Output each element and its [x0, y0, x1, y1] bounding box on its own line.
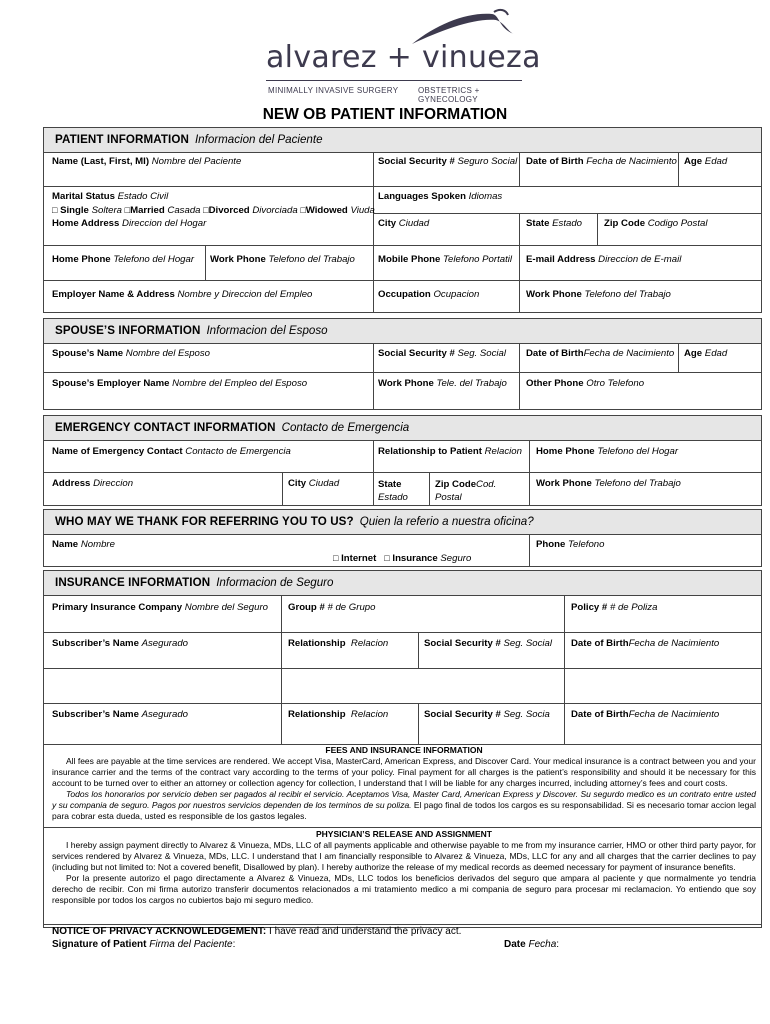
checkbox-icon[interactable]: □ [52, 205, 58, 215]
referral-source-options: □ Internet □ Insurance Seguro [333, 553, 472, 564]
primary-group-field[interactable]: Group # # de Grupo [288, 602, 376, 613]
fees-text-spanish: El pago final de todos los cargos es su responsabilidad. Si es necesario tomar accion legal para cobrar esta dueda, usted es responsible de los gastos legales. [52, 800, 756, 821]
section-title: WHO MAY WE THANK FOR REFERRING YOU TO US? [55, 515, 354, 528]
primary-relationship-field[interactable]: Relationship Relacion [288, 638, 389, 649]
emergency-city-field[interactable]: City Ciudad [288, 478, 340, 489]
date-field[interactable]: Date Fecha: [504, 939, 560, 950]
checkbox-icon[interactable]: □ [384, 553, 390, 563]
email-field[interactable]: E-mail Address Direccion de E-mail [526, 254, 682, 265]
patient-zip-field[interactable]: Zip Code Codigo Postal [604, 218, 708, 229]
spouse-dob-field[interactable]: Date of BirthFecha de Nacimiento [526, 348, 675, 359]
logo-rule [266, 80, 522, 81]
secondary-dob-field[interactable]: Date of BirthFecha de Nacimiento [571, 709, 720, 720]
checkbox-icon[interactable]: □ [333, 553, 339, 563]
section-title: INSURANCE INFORMATION [55, 576, 211, 589]
section-header-spouse [43, 318, 762, 344]
primary-dob-field[interactable]: Date of BirthFecha de Nacimiento [571, 638, 720, 649]
fees-text-spanish-italic: Todos los honorarios por servicio deben ser pagados al recibir el servicio. Aceptamos Visa, Master Card, American Express y Discover. Su segurdo medico es un contrato entre usted y su compania de seguro. Pagos por nuestros servicios dependen de los terminos de su poliza. [52, 789, 756, 810]
section-header-emergency [43, 415, 762, 441]
patient-state-field[interactable]: State Estado [526, 218, 583, 229]
patient-signature-field[interactable]: Signature of Patient Firma del Paciente: [52, 939, 236, 950]
section-header-referral [43, 509, 762, 535]
section-subtitle: Informacion del Paciente [194, 133, 323, 146]
section-header-patient [43, 127, 762, 153]
spouse-ssn-field[interactable]: Social Security # Seg. Social [378, 348, 506, 359]
emergency-address-field[interactable]: Address Direccion [52, 478, 134, 489]
section-subtitle: Informacion del Esposo [206, 324, 328, 337]
fees-text-english: All fees are payable at the time services are rendered. We accept Visa, MasterCard, American Express, and Discover Card. Your medical insurance is a contract between you and your insurance carrier and the terms of the contract vary according to the terms of your policy. Final payment for all charges is the patient’s responsibility and should it be necessary for this account to be turned over to either an attorney or collection agency for collection, I understand that I will be liable for any charges incurred, including attorney’s fees and court costs. [52, 756, 756, 788]
home-address-field[interactable]: Home Address Direccion del Hogar [52, 218, 207, 229]
secondary-subscriber-field[interactable]: Subscriber’s Name Asegurado [52, 709, 188, 720]
emergency-zip-field[interactable]: Zip CodeCod. Postal [435, 479, 497, 503]
spouse-age-field[interactable]: Age Edad [684, 348, 728, 359]
emergency-relationship-field[interactable]: Relationship to Patient Relacion [378, 446, 522, 457]
release-text-spanish: Por la presente autorizo el pago directamente a Alvarez & Vinueza, MDs, LLC todos los beneficios derivados del seguro que ampara al paciente y que normalmente yo tendria derecho de recibir. Con mi firma autorizo transferir documentos relacionados a mi tratamiento medico a mi compania de seguro para procesar mi reclamacion. Yo entiendo que soy responsible por todos los cargos no cubiertos bajo mi seguro medico. [52, 873, 756, 905]
secondary-ssn-field[interactable]: Social Security # Seg. Socia [424, 709, 550, 720]
secondary-relationship-field[interactable]: Relationship Relacion [288, 709, 389, 720]
section-title: SPOUSE’S INFORMATION [55, 324, 201, 337]
employer-field[interactable]: Employer Name & Address Nombre y Direccion del Empleo [52, 289, 313, 300]
referral-name-field[interactable]: Name Nombre [52, 539, 115, 550]
release-block [52, 829, 756, 906]
release-text-english: I hereby assign payment directly to Alvarez & Vinueza, MDs, LLC of all payments applicable and otherwise payable to me from my insurance carrier, HMO or other third party payor, for services rendered by Alvarez & Vinueza, MDs, LLC. I understand that I am financially responsible to Alvarez & Vinueza, MDs, LLC for any and all charges that the carrier declines to pay (including but not limited to: Not a covered benefit, Disallowed by plan). I hereby authorize the release of my medical records as deemed necessary for payment of insurance benefits. [52, 840, 756, 872]
section-subtitle: Quien la referio a nuestra oficina? [359, 515, 534, 528]
fees-heading: FEES AND INSURANCE INFORMATION [325, 745, 483, 755]
languages-field[interactable]: Languages Spoken Idiomas [378, 191, 503, 202]
release-heading: PHYSICIAN’S RELEASE AND ASSIGNMENT [315, 829, 492, 839]
primary-policy-field[interactable]: Policy # # de Poliza [571, 602, 658, 613]
fees-block [52, 745, 756, 822]
emergency-work-phone-field[interactable]: Work Phone Telefono del Trabajo [536, 478, 681, 489]
occupation-field[interactable]: Occupation Ocupacion [378, 289, 480, 300]
checkbox-icon[interactable]: □ [203, 205, 209, 215]
section-header-insurance [43, 570, 762, 596]
patient-dob-field[interactable]: Date of Birth Fecha de Nacimiento [526, 156, 677, 167]
spouse-employer-field[interactable]: Spouse’s Employer Name Nombre del Empleo del Esposo [52, 378, 308, 389]
patient-city-field[interactable]: City Ciudad [378, 218, 430, 229]
section-subtitle: Informacion de Seguro [216, 576, 334, 589]
section-subtitle: Contacto de Emergencia [281, 421, 410, 434]
emergency-home-phone-field[interactable]: Home Phone Telefono del Hogar [536, 446, 679, 457]
marital-status-options: □ Single Soltera □Married Casada □Divorced Divorciada □Widowed Viuda [52, 205, 375, 216]
patient-ssn-field[interactable]: Social Security # Seguro Social [378, 156, 518, 167]
emergency-state-field[interactable]: State Estado [378, 479, 408, 503]
section-title: EMERGENCY CONTACT INFORMATION [55, 421, 276, 434]
section-title: PATIENT INFORMATION [55, 133, 189, 146]
patient-work-phone-field[interactable]: Work Phone Telefono del Trabajo [526, 289, 671, 300]
home-phone-field[interactable]: Home Phone Telefono del Hogar [52, 254, 195, 265]
privacy-acknowledgement: NOTICE OF PRIVACY ACKNOWLEDGEMENT: I have read and understand the privacy act. [52, 926, 462, 937]
checkbox-icon[interactable]: □ [300, 205, 306, 215]
insurance-table [43, 595, 762, 745]
work-phone-field[interactable]: Work Phone Telefono del Trabajo [210, 254, 355, 265]
emergency-name-field[interactable]: Name of Emergency Contact Contacto de Emergencia [52, 446, 291, 457]
logo-wordmark: alvarez + vinueza [266, 40, 541, 75]
primary-insurance-field[interactable]: Primary Insurance Company Nombre del Seguro [52, 602, 268, 613]
clinic-logo [262, 6, 541, 104]
patient-age-field[interactable]: Age Edad [684, 156, 728, 167]
spouse-name-field[interactable]: Spouse’s Name Nombre del Esposo [52, 348, 211, 359]
marital-status-label: Marital Status Estado Civil [52, 191, 169, 202]
spouse-work-phone-field[interactable]: Work Phone Tele. del Trabajo [378, 378, 507, 389]
primary-ssn-field[interactable]: Social Security # Seg. Social [424, 638, 552, 649]
page-title: NEW OB PATIENT INFORMATION [262, 106, 508, 123]
spouse-other-phone-field[interactable]: Other Phone Otro Telefono [526, 378, 645, 389]
checkbox-icon[interactable]: □ [124, 205, 131, 215]
logo-tagline-surgery: MINIMALLY INVASIVE SURGERY [268, 86, 399, 95]
logo-tagline-obgyn: OBSTETRICS + GYNECOLOGY [418, 86, 480, 104]
referral-phone-field[interactable]: Phone Telefono [536, 539, 605, 550]
mobile-phone-field[interactable]: Mobile Phone Telefono Portatil [378, 254, 513, 265]
patient-name-field[interactable]: Name (Last, First, MI) Nombre del Paciente [52, 156, 242, 167]
primary-subscriber-field[interactable]: Subscriber’s Name Asegurado [52, 638, 188, 649]
